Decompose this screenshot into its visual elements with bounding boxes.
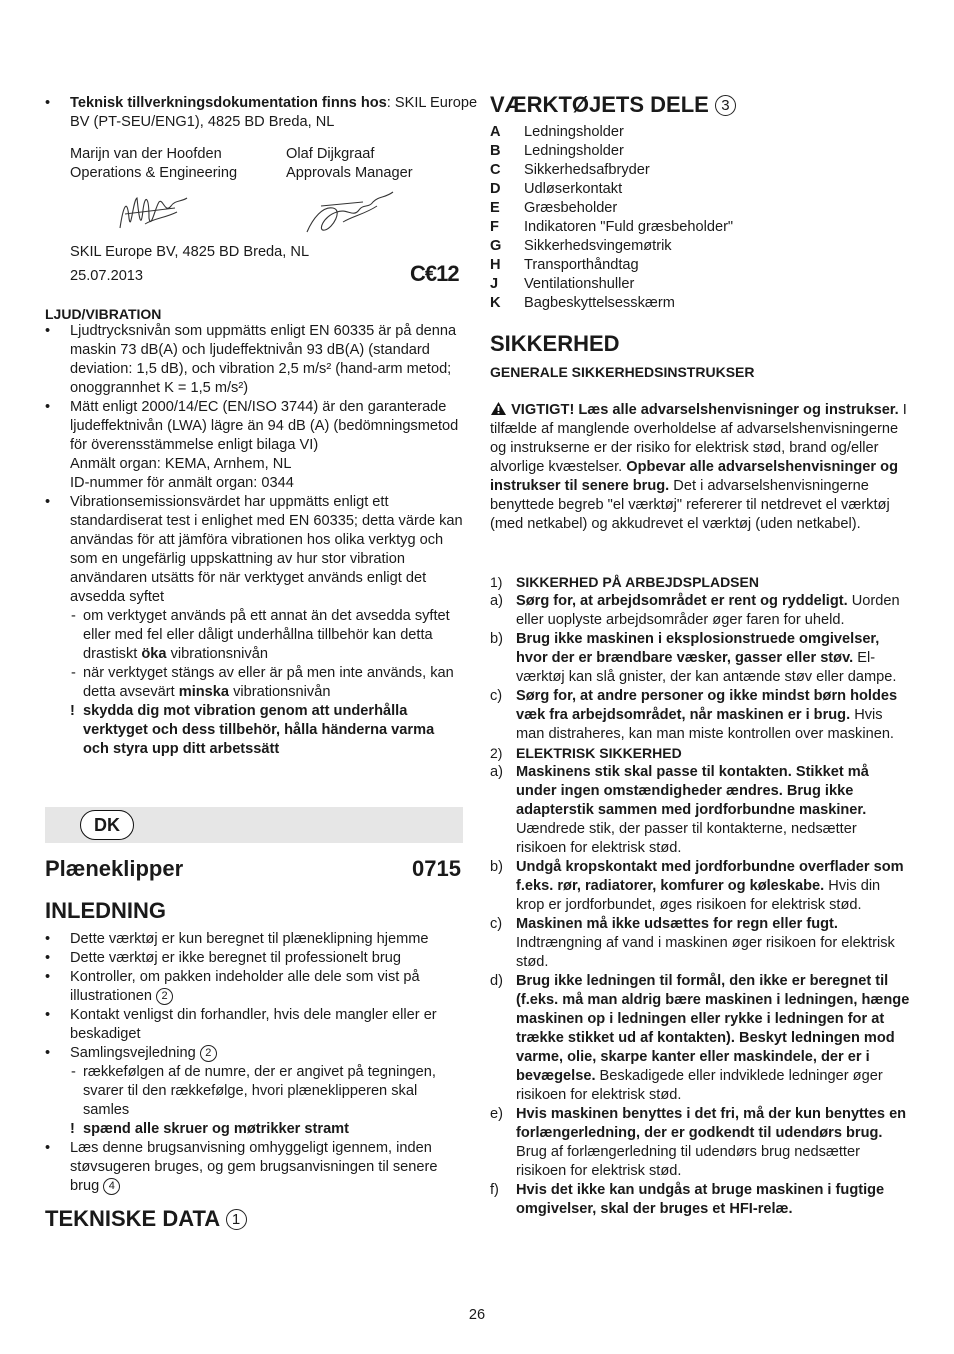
ljud-sub-1: - om verktyget används på ett annat än det avsedda syftet eller med fel eller dåligt underhållna tillbehör kan detta drastiskt öka vibrationsnivån <box>45 607 463 664</box>
sikkerhed-heading: SIKKERHED <box>490 331 620 356</box>
intro-item: • Læs denne brugsanvisning omhyggeligt igennem, inden støvsugeren bruges, og gem brugsanvisningen til senere brug 4 <box>45 1139 463 1196</box>
ljud-bullet-2: • Mätt enligt 2000/14/EC (EN/ISO 3744) är den garanterade ljudeffektnivån (LWA) lägre än 94 dB (A) (bedömningsmetod för överensstämmelse enligt bilaga VI) <box>45 398 463 455</box>
part-name: Ventilationshuller <box>524 276 635 292</box>
part-letter: E <box>490 200 500 216</box>
part-name: Sikkerhedsafbryder <box>524 162 650 178</box>
intro-item: • Kontakt venligst din forhandler, hvis dele mangler eller er beskadiget <box>45 1006 463 1044</box>
tekniske-heading: TEKNISKE DATA 1 <box>45 1206 247 1232</box>
figure-ref: 2 <box>156 988 173 1005</box>
safety-item: b) Brug ikke maskinen i eksplosionstruede omgivelser, hvor der er brændbare væsker, gasser eller støv. El-værktøj kan slå gnister, der kan antænde støv eller dampe. <box>490 631 897 685</box>
company-address: SKIL Europe BV, 4825 BD Breda, NL <box>70 244 310 260</box>
warning-triangle-icon <box>490 401 507 416</box>
inledning-heading: INLEDNING <box>45 898 166 923</box>
intro-warning: ! spænd alle skruer og møtrikker stramt <box>45 1120 463 1139</box>
signature-date: 25.07.2013 <box>70 268 144 284</box>
notified-body-id: ID-nummer för anmält organ: 0344 <box>70 475 294 491</box>
parts-heading: VÆRKTØJETS DELE 3 <box>490 92 736 118</box>
safety-item: c) Sørg for, at andre personer og ikke mindst børn holdes væk fra arbejdsområdet, når maskinen er i brug. Hvis man distraheres, kan man miste kontrollen over maskinen. <box>490 688 898 742</box>
figure-ref: 2 <box>200 1045 217 1062</box>
signature-2 <box>303 188 398 238</box>
part-letter: D <box>490 181 501 197</box>
part-letter: J <box>490 276 499 292</box>
part-name: Udløserkontakt <box>524 181 623 197</box>
intro-item: • Samlingsvejledning 2 <box>45 1044 463 1063</box>
language-bar <box>45 807 463 843</box>
part-name: Sikkerhedsvingemøtrik <box>524 238 672 254</box>
part-letter: H <box>490 257 501 273</box>
general-heading: GENERALE SIKKERHEDSINSTRUKSER <box>490 364 755 380</box>
parts-list <box>490 123 910 313</box>
intro-sub: - rækkefølgen af de numre, der er angivet på tegningen, svarer til den rækkefølge, hvori plæneklipperen skal samles <box>45 1063 463 1120</box>
part-letter: C <box>490 162 501 178</box>
part-letter: G <box>490 238 502 254</box>
ljud-section <box>45 322 463 759</box>
part-name: Indikatoren "Fuld græsbeholder" <box>524 219 734 235</box>
part-letter: B <box>490 143 501 159</box>
safety-item: e) Hvis maskinen benyttes i det fri, må der kun benyttes en forlængerledning, der er godkendt til udendørs brug. Brug af forlængerledning til udendørs brug nedsætter risikoen for elektrisk stød. <box>490 1106 907 1179</box>
safety-item: b) Undgå kropskontakt med jordforbundne overflader som f.eks. rør, radiatorer, komfurer og køleskabe. Hvis din krop er jordforbundet, øges risikoen for elektrisk stød. <box>490 859 904 913</box>
signatory-1: Marijn van der Hoofden Operations & Engineering <box>70 146 238 181</box>
language-badge: DK <box>80 810 134 840</box>
signatory-2: Olaf Dijkgraaf Approvals Manager <box>286 146 413 181</box>
intro-list <box>45 930 463 1196</box>
product-model: 0715 <box>412 856 461 881</box>
safety-item: a) Maskinens stik skal passe til kontakten. Stikket må under ingen omstændigheder ændres. Brug ikke adapterstik sammen med jordforbundne maskiner. Uændrede stik, der passer til kontakterne, nedsætter risikoen for elektrisk stød. <box>490 764 869 856</box>
ljud-bullet-1: • Ljudtrycksnivån som uppmätts enligt EN 60335 är på denna maskin 73 dB(A) och ljudeffektnivån 93 dB(A) (standard deviation: 1,5 dB), och vibration 2,5 m/s² (hand-arm metod; onoggrannhet K = 1,5 m/s²) <box>45 322 463 398</box>
safety-list <box>490 573 910 1219</box>
safety-item: a) Sørg for, at arbejdsområdet er rent og ryddeligt. Uorden eller uoplyste arbejdsområder øger faren for uheld. <box>490 593 900 628</box>
safety-section: 2) ELEKTRISK SIKKERHED <box>490 745 682 761</box>
part-name: Transporthåndtag <box>524 257 639 273</box>
notified-body: Anmält organ: KEMA, Arnhem, NL <box>70 456 292 472</box>
ljud-heading: LJUD/VIBRATION <box>45 306 162 322</box>
intro-item: • Kontroller, om pakken indeholder alle dele som vist på illustrationen 2 <box>45 968 463 1006</box>
ce-mark-logo: C€12 <box>410 261 459 286</box>
intro-item: • Dette værktøj er kun beregnet til plæneklipning hjemme <box>45 930 463 949</box>
product-name: Plæneklipper <box>45 856 184 881</box>
ljud-warning: ! skydda dig mot vibration genom att underhålla verktyget och dess tillbehör, hålla händerna varma och styra upp ditt arbetssätt <box>45 702 463 759</box>
part-letter: A <box>490 124 501 140</box>
signature-1 <box>115 188 195 238</box>
safety-item: d) Brug ikke ledningen til formål, den ikke er beregnet til (f.eks. må man aldrig bære maskinen i ledningen, hænge maskinen op i ledningen eller rykke i ledningen for at trække stikket ud af kontakten). Beskyt ledningen mod varme, olie, skarpe kanter eller maskindele, der er i bevægelse. Beskadigede eller indviklede ledninger øger risikoen for elektrisk stød. <box>490 973 910 1103</box>
part-letter: K <box>490 295 501 311</box>
ljud-sub-2: - när verktyget stängs av eller är på men inte används, kan detta avsevärt minska vibrationsnivån <box>45 664 463 702</box>
page-number: 26 <box>468 1307 486 1323</box>
intro-item: • Dette værktøj er ikke beregnet til professionelt brug <box>45 949 463 968</box>
figure-ref: 4 <box>103 1178 120 1195</box>
figure-ref: 1 <box>226 1209 247 1230</box>
ljud-bullet-3: • Vibrationsemissionsvärdet har uppmätts enligt ett standardiserat test i enlighet med EN 60335; detta värde kan användas för att jämföra vibrationen hos olika verktyg och som en ungefärlig uppskattning av hur stor vibration användaren utsätts för när verktyget används enligt det avsedda syftet <box>45 493 463 607</box>
part-name: Græsbeholder <box>524 200 618 216</box>
part-letter: F <box>490 219 499 235</box>
safety-section: 1) SIKKERHED PÅ ARBEJDSPLADSEN <box>490 574 759 590</box>
safety-item: f) Hvis det ikke kan undgås at bruge maskinen i fugtige omgivelser, skal der bruges et HFI-relæ. <box>490 1182 885 1217</box>
techdoc-bullet: • Teknisk tillverkningsdokumentation finns hos: SKIL Europe BV (PT-SEU/ENG1), 4825 BD Breda, NL <box>45 94 488 132</box>
figure-ref: 3 <box>715 95 736 116</box>
part-name: Ledningsholder <box>524 124 624 140</box>
safety-item: c) Maskinen må ikke udsættes for regn eller fugt. Indtrængning af vand i maskinen øger risikoen for elektrisk stød. <box>490 916 895 970</box>
warning-paragraph: VIGTIGT! Læs alle advarselshenvisninger og instrukser. I tilfælde af manglende overholdelse af advarselshenvisningerne og instrukserne er der risiko for elektrisk stød, brand og/eller alvorlige kvæstelser. Opbevar alle advarselshenvisninger og instrukser til senere brug. Det i advarselshenvisningerne benyttede begreb "el værktøj" refererer til netdrevet el værktøj (med netkabel) og akkudrevet el værktøj (uden netkabel). <box>490 402 907 532</box>
part-name: Bagbeskyttelsesskærm <box>524 295 675 311</box>
part-name: Ledningsholder <box>524 143 624 159</box>
